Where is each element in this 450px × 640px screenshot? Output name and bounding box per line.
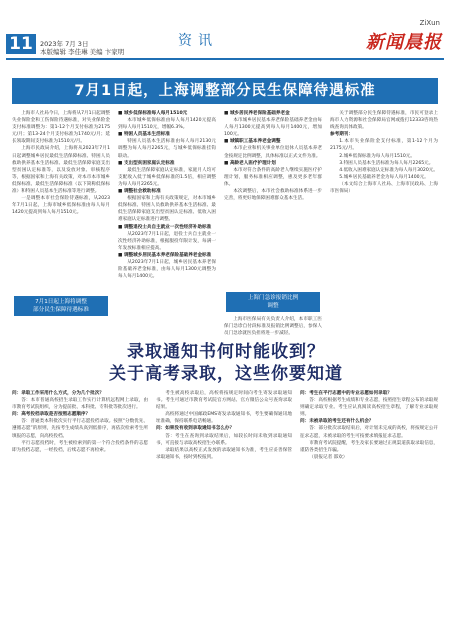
answer: 市教育考试院提醒，考生及家长要通过正规渠道获取录取信息，谨防各类招生诈骗。 xyxy=(300,440,438,453)
paragraph: 一是调整本市社会保险待遇标准，从2023年7月1日起，上海市城乡低保标准由每人每月1420元提高到每人每月1510元。 xyxy=(12,196,110,216)
bold-subhead: ■ 高龄老人医疗护理计划 xyxy=(224,160,276,166)
question: 问：录取工作采用什么方式，分为几个批次？ xyxy=(12,391,104,396)
paragraph: 录取结果以高校正式发放的录取通知书为准，考生应妥善保管录取通知书，按时到校报到。 xyxy=(156,447,292,460)
page-number: 11 xyxy=(6,34,36,54)
bold-subhead: ■ 城镇职工基本养老金调整 xyxy=(224,139,281,145)
paragraph: 关于调整部分民生保障待遇标准，市民可登录上海市人力资源和社会保障局官网或拨打12333咨询热线查询具体政策。 xyxy=(330,111,438,131)
header-rule xyxy=(6,58,444,60)
main-headline: 7月1日起，上海调整部分民生保障待遇标准 xyxy=(12,78,438,104)
editors-credit: 本版编辑 李佳琳 美编 卞家明 xyxy=(40,48,125,56)
answer: 答：本市普通高校招生录取工作实行计算机远程网上录取，由市教育考试院组织，分为提前批、本科批、专科批等批次进行。 xyxy=(12,398,148,411)
answer: 答：普通类本科批次实行平行志愿投档录取。按照“分数优先、遵循志愿”的原则，先按考生成绩从高到低排序，再依次检索考生所填报的志愿，向高校投档。 xyxy=(12,419,148,439)
bold-subhead: ■ 城乡居民养老保险基础养老金 xyxy=(224,111,290,116)
question: 问：考生在平行志愿中的专业志愿如何录取？ xyxy=(300,391,392,396)
list-item: 5.城乡居民基础养老金为每人每月1400元。 xyxy=(339,174,429,180)
paragraph: 高校将通过中国邮政EMS寄发录取通知书，考生要确保通讯地址准确，保持联系电话畅通。 xyxy=(156,412,292,425)
list-item: 3.特困人员基本生活标准为每人每月2265元。 xyxy=(339,160,434,166)
paragraph: 本市企业和机关事业单位退休人员基本养老金按规定比例调整，具体标准以正式文件为准。 xyxy=(224,146,322,159)
bold-subhead: ■ 支出型贫困家庭认定标准 xyxy=(118,160,175,166)
second-headline-line2: 关于高考录取，这些你要知道 xyxy=(109,364,343,384)
reporter-credit: （晨报记者 邵欢） xyxy=(309,454,348,460)
paragraph: 从2023年7月1日起，退役士兵自主就业一次性经济补助标准，根据服役年限计发，每满一年发放标准相应提高。 xyxy=(118,231,216,251)
newspaper-logo: 新闻晨报 xyxy=(366,32,442,53)
answer: 答：高校根据考生成绩和专业志愿，按照招生章程公布的录取规则确定录取专业。考生应认真阅读高校招生章程，了解专业录取规则。 xyxy=(300,398,438,418)
bold-subhead: ■ 特困人员基本生活标准 xyxy=(118,132,170,138)
paragraph: 本市对符合条件的高龄老人继续实施医疗护理计划，服务标准相应调整，惠及更多老年群体。 xyxy=(224,167,322,187)
question: 问：未被录取的考生还有什么机会？ xyxy=(300,419,374,425)
article-column-2 xyxy=(118,110,216,338)
article-column-4 xyxy=(330,110,438,338)
article-column-3 xyxy=(224,110,322,290)
answer: 答：部分批次录取结束后，对计划未完成的高校，将按规定公开征求志愿，未被录取的考生可按要求填报征求志愿。 xyxy=(300,426,438,439)
bold-subhead: ■ 调整城乡居民基本养老保险基础养老金标准 xyxy=(118,252,212,258)
paragraph: 本市城乡低保标准由每人每月1420元提高到每人每月1510元，增幅6.3%。 xyxy=(118,118,216,131)
paragraph: 根据国家和上海有关政策规定，对本市城乡低保标准、特困人员救助供养基本生活标准、最低生活保障家庭支出型贫困认定标准、低收入困难家庭认定标准进行调整。 xyxy=(118,196,216,223)
second-headline-line1: 录取通知书何时能收到？ xyxy=(127,342,325,362)
issue-meta xyxy=(40,40,124,56)
qa-column-1 xyxy=(12,390,148,626)
list-item: 4.低收入困难家庭认定标准为每人每月3020元。 xyxy=(339,167,438,173)
paragraph: 上海市民政局介绍，上海将从2023年7月1日起调整城乡居民最低生活保障标准、特困人员救助供养基本生活标准、最低生活保障家庭支出型贫困认定标准等，以及发放对象、审核程序等，根据国家和上海有关政策，对本市本市城乡低保标准、最低生活保障标准（以下简称低保标准）和特困人员基本生活标准等进行调整。 xyxy=(12,146,110,195)
bold-subhead: ■ 调整退役士兵自主就业一次性经济补助标准 xyxy=(118,224,212,230)
list-item: 1.本市失业保险金支付标准，第1-12个月为2175元/月。 xyxy=(330,139,438,152)
paragraph: 本次调整后，本市社会救助标准体系进一步完善，将更好地保障困难群众基本生活。 xyxy=(224,189,322,202)
reference-heading: 参考期刊： xyxy=(330,132,353,138)
paragraph: 考生被高校录取后，高校将按规定时间向考生寄发录取通知书。考生可通过市教育考试院官方网站、官方微信公众号查询录取结果。 xyxy=(156,391,292,411)
question: 问：如果没有收到录取通知书怎么办？ xyxy=(156,426,235,432)
bold-subhead: ■ 城乡低保标准每人每月1510元 xyxy=(118,111,188,116)
bold-subhead: ■ 调整社会救助标准 xyxy=(118,189,161,195)
logo-subtitle: ZiXun xyxy=(419,19,440,27)
source-credit: （本文综合上海市人社局、上海市民政局、上海市医保局） xyxy=(330,181,438,195)
list-item: 2.城乡低保标准为每人每月1510元。 xyxy=(339,153,415,159)
qa-column-3 xyxy=(300,390,438,626)
masthead xyxy=(0,0,450,70)
subhead-bar: 7月1日起上海将调整 部分民生保障待遇标准 xyxy=(14,296,108,316)
issue-date: 2023年 7月 3日 xyxy=(40,40,89,48)
answer: 答：考生在查询到录取结果后，如较长时间未收到录取通知书，可直接与录取高校招生办联系。 xyxy=(156,433,292,446)
qa-column-2 xyxy=(156,390,292,626)
second-headline xyxy=(8,341,444,383)
paragraph: 最低生活保障家庭认定标准，家庭月人均可支配收入低于城乡低保标准的1.5倍，相应调整为每人每月2265元。 xyxy=(118,167,216,187)
question: 问：高考投档录取是否按照志愿顺序？ xyxy=(12,412,91,418)
article-column-3-tail xyxy=(224,316,322,338)
paragraph: 特困人员基本生活标准由每人每月2130元调整为每人每月2265元，与城乡低保标准挂钩联动。 xyxy=(118,139,216,159)
paragraph: 从2023年7月1日起，城乡居民基本养老保险基础养老金标准，由每人每月1300元调整为每人每月1400元。 xyxy=(118,259,216,280)
answer: 平行志愿投档时，考生被检索到的第一个符合投档条件的志愿即为投档志愿，一经投档，后续志愿不再检索。 xyxy=(12,440,148,453)
paragraph: 上海市人社局今日，上海将从7月1日起调整失业保险金和工伤保险待遇标准，对失业保险金支付标准调整为：第1-12个月支付标准为2175元/月；第13-24个月支付标准为1740元/月；延长领取期间支付标准为1510元/月。 xyxy=(12,111,110,145)
section-title: 资讯 xyxy=(178,33,218,49)
paragraph: 上海市医保局有关负责人介绍，本市职工医保门急诊自付段标准及报销比例调整后，参保人员门急诊就医负担将进一步减轻。 xyxy=(224,317,322,337)
paragraph: 本市城乡居民基本养老保险基础养老金由每人每月1300元提高到每人每月1400元，增加100元。 xyxy=(224,118,322,138)
subhead-bar: 上海门急诊报销比例 调整 xyxy=(226,292,320,312)
